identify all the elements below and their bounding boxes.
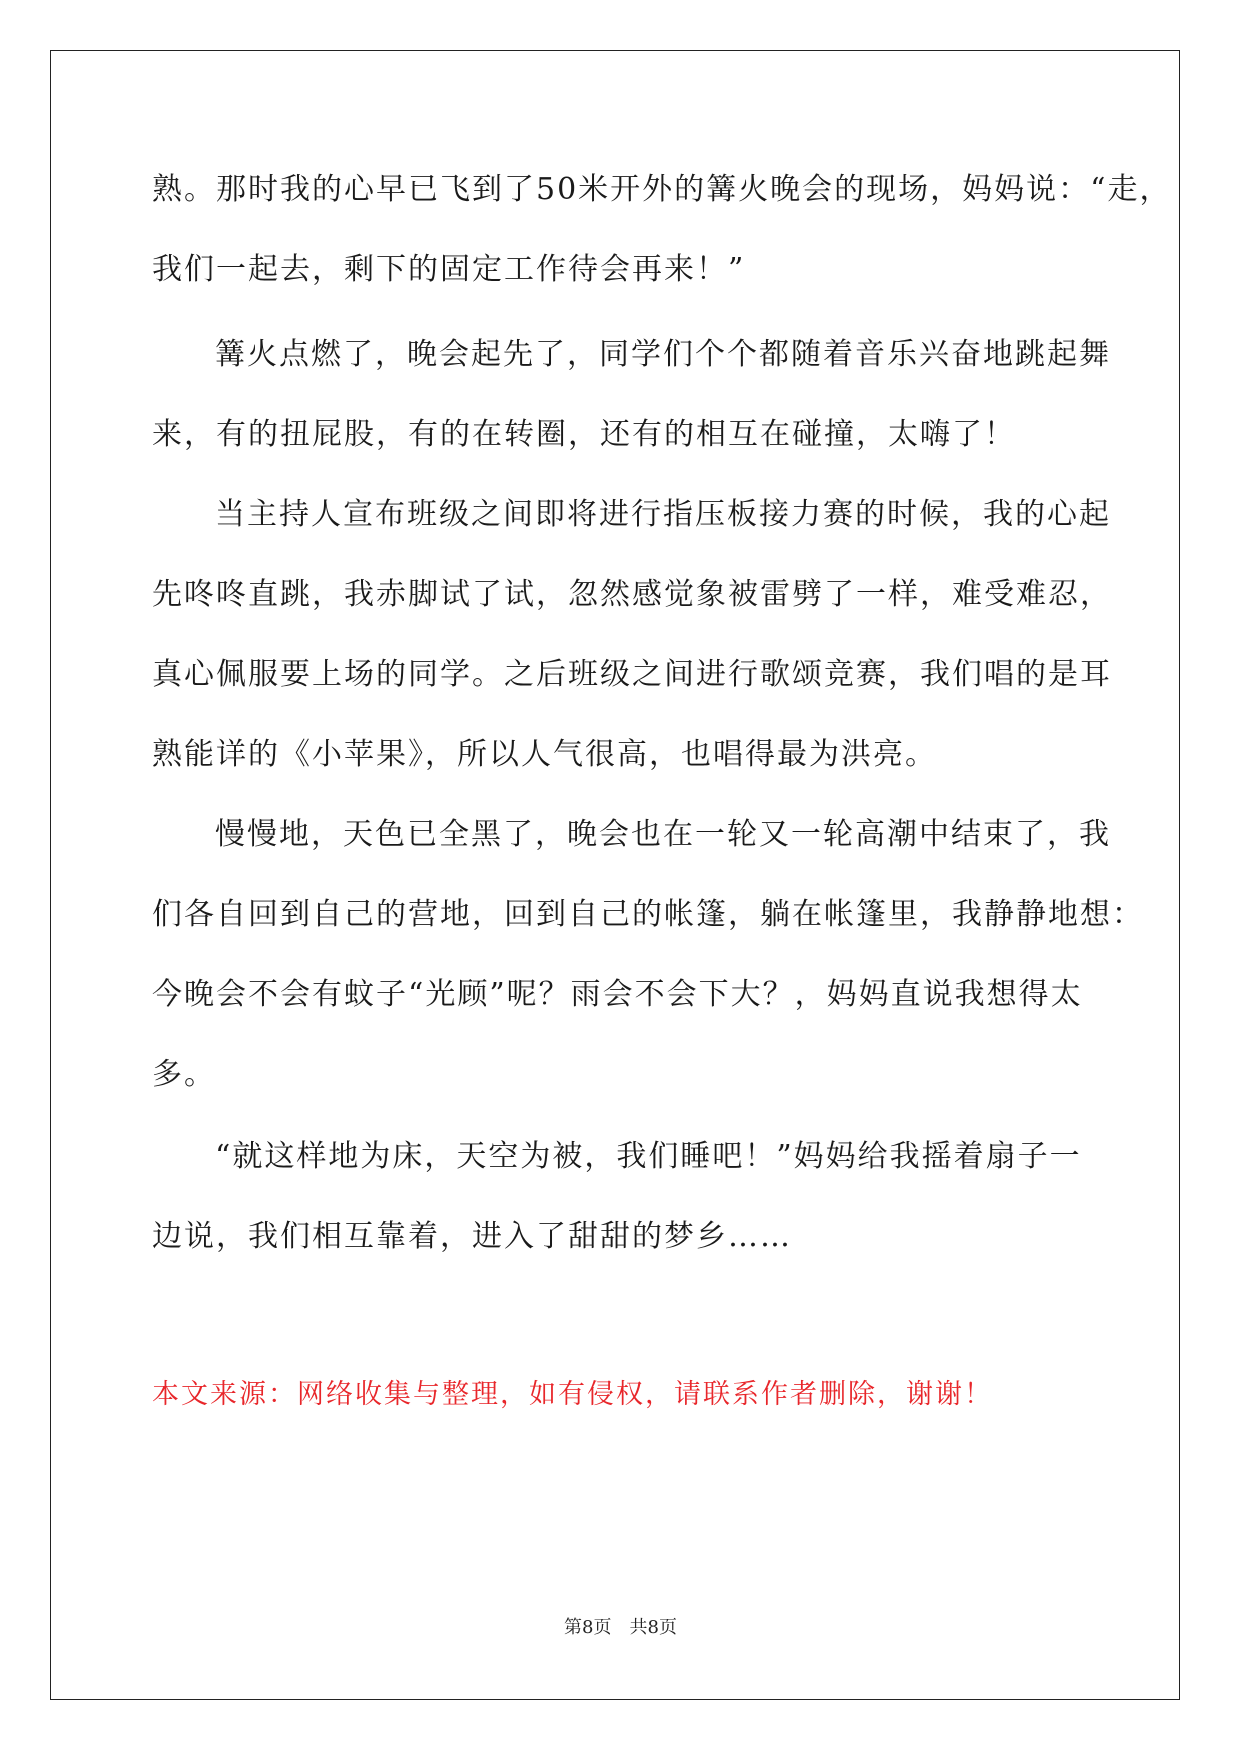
page-footer bbox=[0, 1616, 1241, 1640]
text-line-11: 今晚会不会有蚊子“光顾”呢？雨会不会下大？，妈妈直说我想得太 bbox=[152, 977, 1083, 1012]
page-number: 第8页 bbox=[564, 1617, 612, 1638]
text-line-3: 篝火点燃了，晚会起先了，同学们个个都随着音乐兴奋地跳起舞 bbox=[215, 337, 1111, 372]
page-total: 共8页 bbox=[629, 1617, 677, 1638]
text-line-12: 多。 bbox=[152, 1057, 216, 1092]
page-border bbox=[50, 50, 1180, 1700]
text-line-6: 先咚咚直跳，我赤脚试了试，忽然感觉象被雷劈了一样，难受难忍， bbox=[152, 577, 1112, 612]
text-line-2: 我们一起去，剩下的固定工作待会再来！” bbox=[152, 252, 746, 287]
text-line-9: 慢慢地，天色已全黑了，晚会也在一轮又一轮高潮中结束了，我 bbox=[215, 817, 1111, 852]
text-line-4: 来，有的扭屁股，有的在转圈，还有的相互在碰撞，太嗨了！ bbox=[152, 417, 1016, 452]
text-line-8: 熟能详的《小苹果》，所以人气很高，也唱得最为洪亮。 bbox=[152, 737, 937, 772]
text-line-7: 真心佩服要上场的同学。之后班级之间进行歌颂竞赛，我们唱的是耳 bbox=[152, 657, 1112, 692]
text-line-1: 熟。那时我的心早已飞到了50米开外的篝火晚会的现场，妈妈说：“走， bbox=[152, 172, 1172, 207]
text-line-14: 边说，我们相互靠着，进入了甜甜的梦乡…… bbox=[152, 1219, 792, 1254]
text-line-10: 们各自回到自己的营地，回到自己的帐篷，躺在帐篷里，我静静地想： bbox=[152, 897, 1144, 932]
source-note: 本文来源：网络收集与整理，如有侵权，请联系作者删除，谢谢！ bbox=[152, 1379, 993, 1410]
text-line-13: “就这样地为床，天空为被，我们睡吧！”妈妈给我摇着扇子一 bbox=[215, 1139, 1082, 1174]
text-line-5: 当主持人宣布班级之间即将进行指压板接力赛的时候，我的心起 bbox=[215, 497, 1111, 532]
